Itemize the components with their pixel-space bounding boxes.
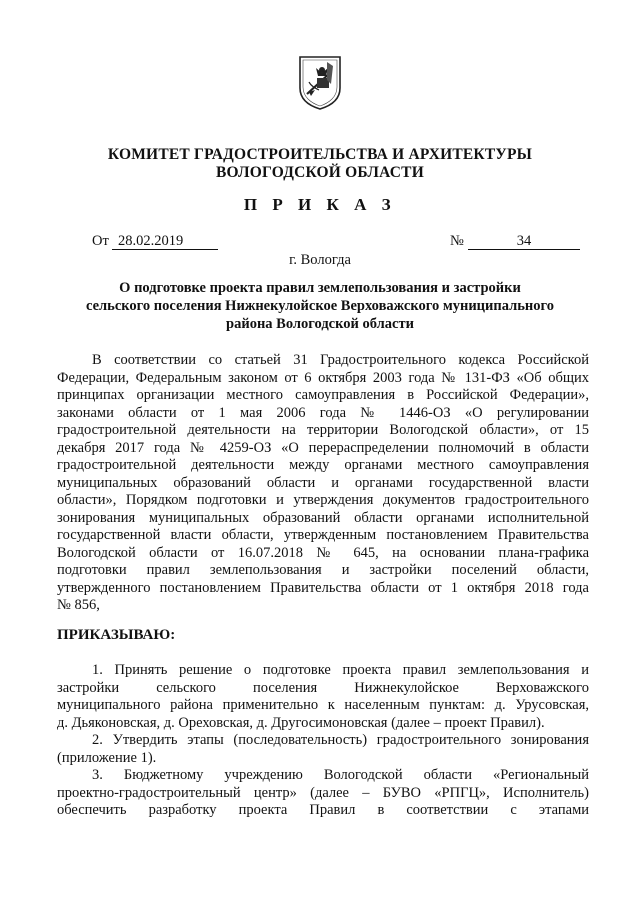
subject-line-2: сельского поселения Нижнекулойское Верховажского муниципального bbox=[85, 298, 555, 314]
preamble-line: подготовки правил землепользования и застройки поселений области, bbox=[57, 562, 589, 578]
order-item-line: (приложение 1). bbox=[57, 749, 157, 766]
preamble-line: зонирования муниципальных образований области органами исполнительной bbox=[57, 509, 589, 526]
preamble-line: градостроительной деятельности на территории Вологодской области», от 15 bbox=[57, 422, 589, 438]
preamble-line: В соответствии со статьей 31 Градостроительного кодекса Российской bbox=[92, 352, 589, 368]
preamble-line: Вологодской области от 16.07.2018 № 645, на основании плана-графика bbox=[57, 544, 589, 561]
order-item-line: 1. Принять решение о подготовке проекта правил землепользования и bbox=[92, 662, 589, 678]
preamble-line: № 856, bbox=[57, 597, 100, 613]
preamble-line: Федерации, Федеральным законом от 6 октября 2003 года № 131-ФЗ «Об общих bbox=[57, 369, 589, 386]
preamble-line: области», Порядком подготовки и утверждения документов градостроительного bbox=[57, 492, 589, 508]
subject-line-3: района Вологодской области bbox=[226, 316, 414, 332]
number-value: 34 bbox=[468, 233, 580, 250]
order-items bbox=[57, 662, 589, 820]
preamble-line: утвержденного постановлением Правительства области от 1 октября 2018 года bbox=[57, 579, 589, 596]
committee-title-line-2: ВОЛОГОДСКОЙ ОБЛАСТИ bbox=[216, 164, 424, 181]
preamble-line: принципах организации местного самоуправления в Российской Федерации», bbox=[57, 387, 589, 403]
order-item-line: д. Дьяконовская, д. Ореховская, д. Другосимоновская (далее – проект Правил). bbox=[57, 714, 545, 731]
committee-title-line-1: КОМИТЕТ ГРАДОСТРОИТЕЛЬСТВА И АРХИТЕКТУРЫ bbox=[107, 146, 533, 163]
preamble-line: муниципальных образований области и органами государственной власти bbox=[57, 474, 589, 491]
date-value: 28.02.2019 bbox=[112, 233, 218, 250]
order-item-line: муниципального района применительно к населенным пунктам: д. Урусовская, bbox=[57, 697, 589, 713]
number-label: № bbox=[450, 233, 464, 249]
order-title: П Р И К А З bbox=[243, 195, 397, 214]
city: г. Вологда bbox=[289, 252, 351, 268]
orders-heading: ПРИКАЗЫВАЮ: bbox=[57, 627, 176, 643]
order-item-line: застройки сельского поселения Нижнекулойское Верховажского bbox=[57, 679, 589, 696]
coat-of-arms-icon bbox=[297, 54, 343, 110]
subject-line-1: О подготовке проекта правил землепользования и застройки bbox=[119, 280, 521, 296]
order-item-line: 3. Бюджетному учреждению Вологодской области «Региональный bbox=[92, 767, 589, 783]
preamble-paragraph bbox=[57, 352, 589, 615]
preamble-line: законами области от 1 мая 2006 года № 1446-ОЗ «О регулировании bbox=[57, 404, 589, 421]
order-item-line: проектно-градостроительный центр» (далее – БУВО «РПГЦ», Исполнитель) bbox=[57, 784, 589, 801]
date-label: От bbox=[92, 233, 109, 249]
order-item-line: 2. Утвердить этапы (последовательность) градостроительного зонирования bbox=[92, 732, 589, 748]
preamble-line: градостроительной деятельности между органами местного самоуправления bbox=[57, 457, 589, 473]
order-item-line: обеспечить разработку проекта Правил в соответствии с этапами bbox=[57, 802, 589, 818]
preamble-line: государственной власти области, утвержденным постановлением Правительства bbox=[57, 527, 589, 543]
preamble-line: декабря 2017 года № 4259-ОЗ «О перераспределении полномочий в области bbox=[57, 439, 589, 456]
